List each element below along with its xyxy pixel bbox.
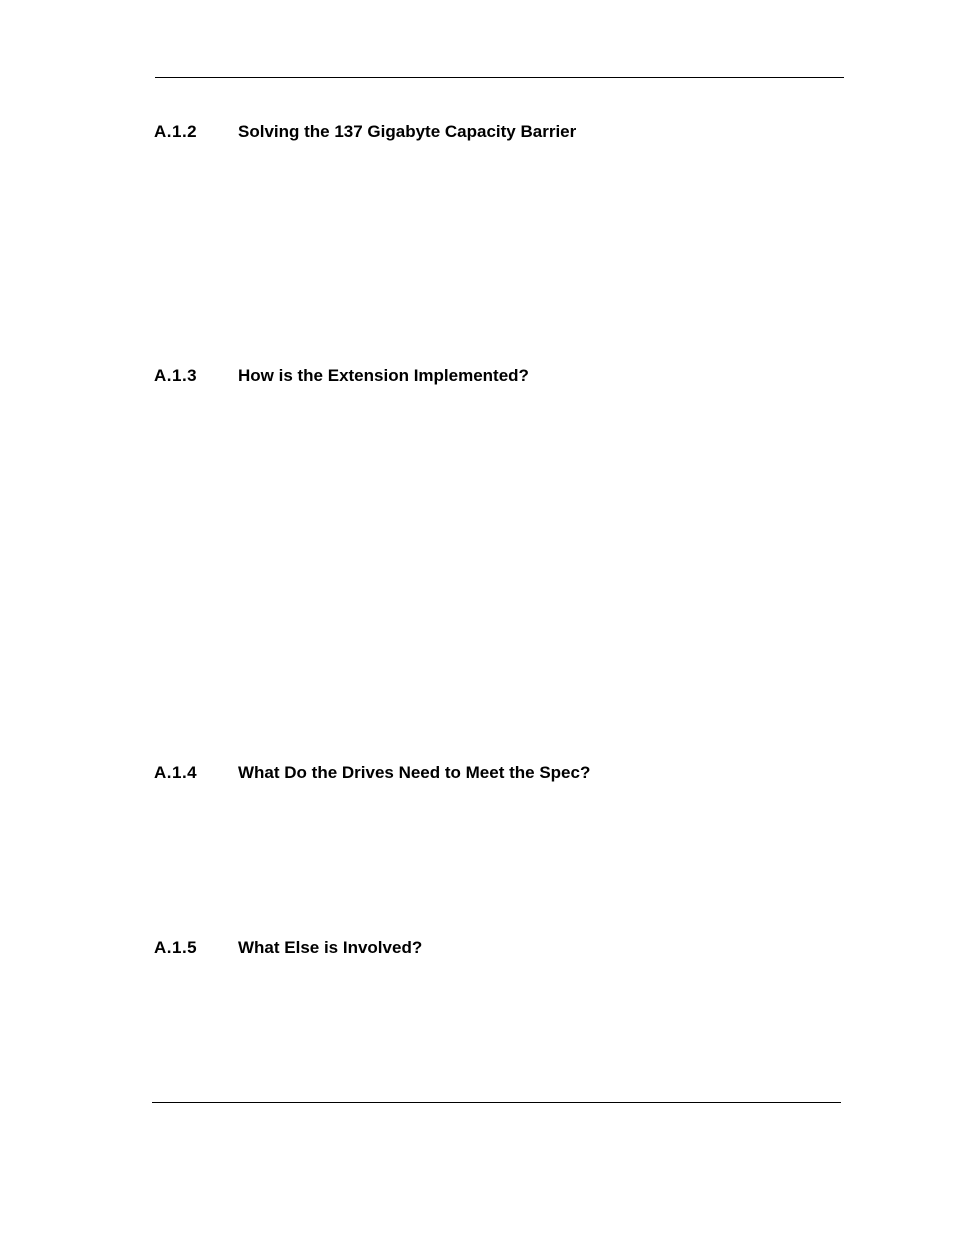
section-number: A.1.3 (154, 366, 198, 385)
section-heading-a-1-3 (154, 365, 834, 387)
section-number: A.1.2 (154, 122, 198, 141)
footer-rule (152, 1102, 841, 1103)
section-number: A.1.4 (154, 763, 198, 782)
section-number: A.1.5 (154, 938, 198, 957)
section-heading-a-1-5 (154, 937, 834, 959)
section-title: Solving the 137 Gigabyte Capacity Barrier (238, 122, 577, 141)
section-title: What Else is Involved? (238, 938, 423, 957)
section-heading-a-1-2 (154, 121, 834, 143)
section-heading-a-1-4 (154, 762, 834, 784)
section-title: What Do the Drives Need to Meet the Spec? (238, 763, 591, 782)
header-rule (155, 77, 844, 78)
section-title: How is the Extension Implemented? (238, 366, 529, 385)
